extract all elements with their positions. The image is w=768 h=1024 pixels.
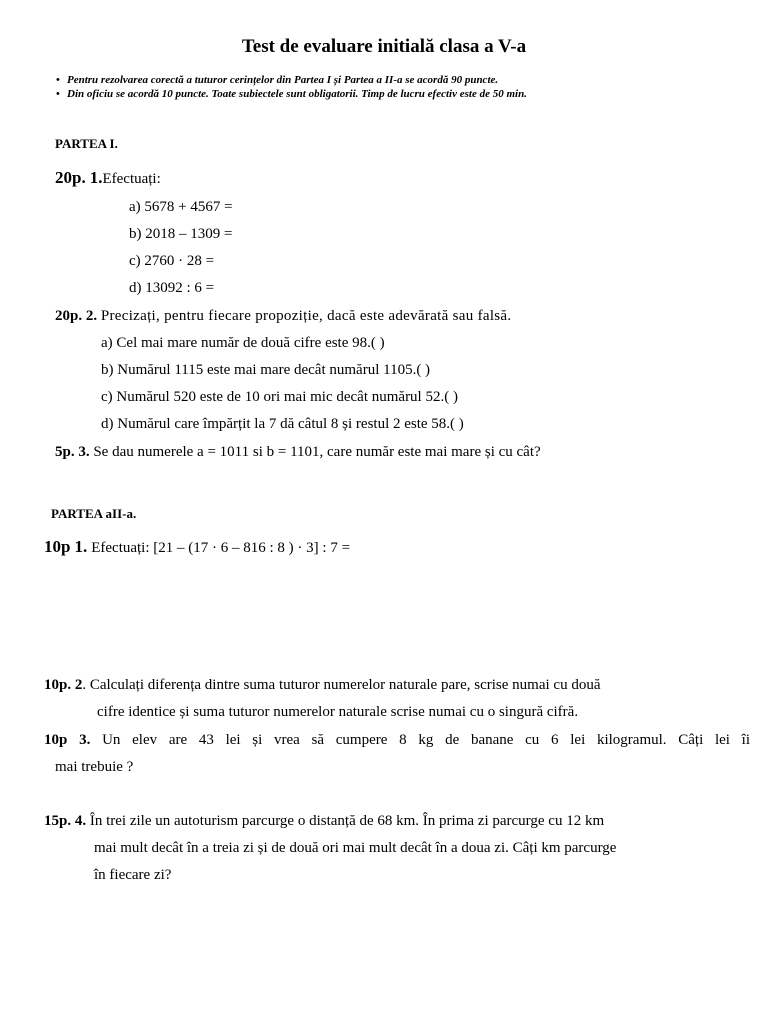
part2-heading: PARTEA aII-a. [51, 506, 137, 521]
part1-heading: PARTEA I. [55, 136, 118, 151]
points-label: 5p. [55, 444, 75, 460]
part2-question-3 [44, 732, 750, 749]
page-title: Test de evaluare initială clasa a V-a [241, 36, 527, 57]
part2-question-2 [44, 677, 600, 694]
points-label: 10p [44, 677, 68, 693]
question-number: 2. [85, 308, 98, 324]
question-text-line-1: Un elev are 43 lei și vrea să cumpere 8 kg de banane cu 6 lei kilogramul. Câți lei îi [102, 732, 751, 748]
question-number: 4. [74, 813, 87, 829]
part1-question-2 [55, 308, 511, 325]
points-label: 20p. [55, 168, 86, 187]
exercise-item-b: b) 2018 – 1309 = [129, 226, 233, 242]
bullet-icon: • [56, 74, 60, 86]
statement-a: a) Cel mai mare număr de două cifre este 98.( ) [101, 335, 385, 351]
points-label: 15p. [44, 813, 72, 829]
points-label: 20p. [55, 308, 83, 324]
statement-c: c) Numărul 520 este de 10 ori mai mic decât numărul 52.( ) [101, 389, 458, 405]
question-number: 1. [89, 168, 103, 187]
question-text-line-3: în fiecare zi? [94, 867, 172, 883]
question-text-line-1: În trei zile un autoturism parcurge o distanță de 68 km. În prima zi parcurge cu 12 km [89, 813, 605, 829]
question-number: 3. [78, 444, 90, 460]
question-text: Precizați, pentru fiecare propoziție, dacă este adevărată sau falsă. [100, 308, 512, 324]
part2-question-4 [44, 813, 604, 830]
part1-question-1 [55, 168, 161, 188]
exercise-item-d: d) 13092 : 6 = [129, 280, 215, 296]
question-text: Efectuați: [102, 171, 161, 187]
points-label: 10p [44, 537, 71, 556]
question-number: 3. [79, 732, 91, 748]
statement-d: d) Numărul care împărțit la 7 dă câtul 8 și restul 2 este 58.( ) [101, 416, 464, 432]
question-text: Efectuați: [21 – (17 · 6 – 816 : 8 ) · 3] : 7 = [91, 540, 351, 556]
question-text: Se dau numerele a = 1011 si b = 1101, care număr este mai mare și cu cât? [93, 444, 541, 460]
exercise-item-a: a) 5678 + 4567 = [129, 199, 233, 215]
statement-b: b) Numărul 1115 este mai mare decât numărul 1105.( ) [101, 362, 431, 378]
question-number: . 2 [67, 677, 83, 693]
part1-question-3 [55, 444, 541, 461]
instruction-line-1: • Pentru rezolvarea corectă a tuturor cerințelor din Partea I și Partea a II-a se acordă 90 puncte. [56, 74, 499, 86]
question-number: 1. [74, 537, 88, 556]
points-label: 10p [44, 732, 68, 748]
bullet-icon: • [56, 88, 60, 100]
part2-question-1 [44, 537, 350, 557]
exercise-item-c: c) 2760 · 28 = [129, 253, 215, 269]
instruction-line-2: • Din oficiu se acordă 10 puncte. Toate subiectele sunt obligatorii. Timp de lucru efectiv este de 50 min. [56, 88, 527, 100]
question-text-line-2: mai mult decât în a treia zi și de două ori mai mult decât în a doua zi. Câți km parcurge [94, 840, 617, 856]
question-text-line-2: cifre identice și suma tuturor numerelor naturale scrise numai cu o singură cifră. [97, 704, 579, 720]
question-text-line-1: . Calculați diferența dintre suma tuturor numerelor naturale pare, scrise numai cu două [82, 677, 601, 693]
question-text-line-2: mai trebuie ? [55, 759, 134, 775]
